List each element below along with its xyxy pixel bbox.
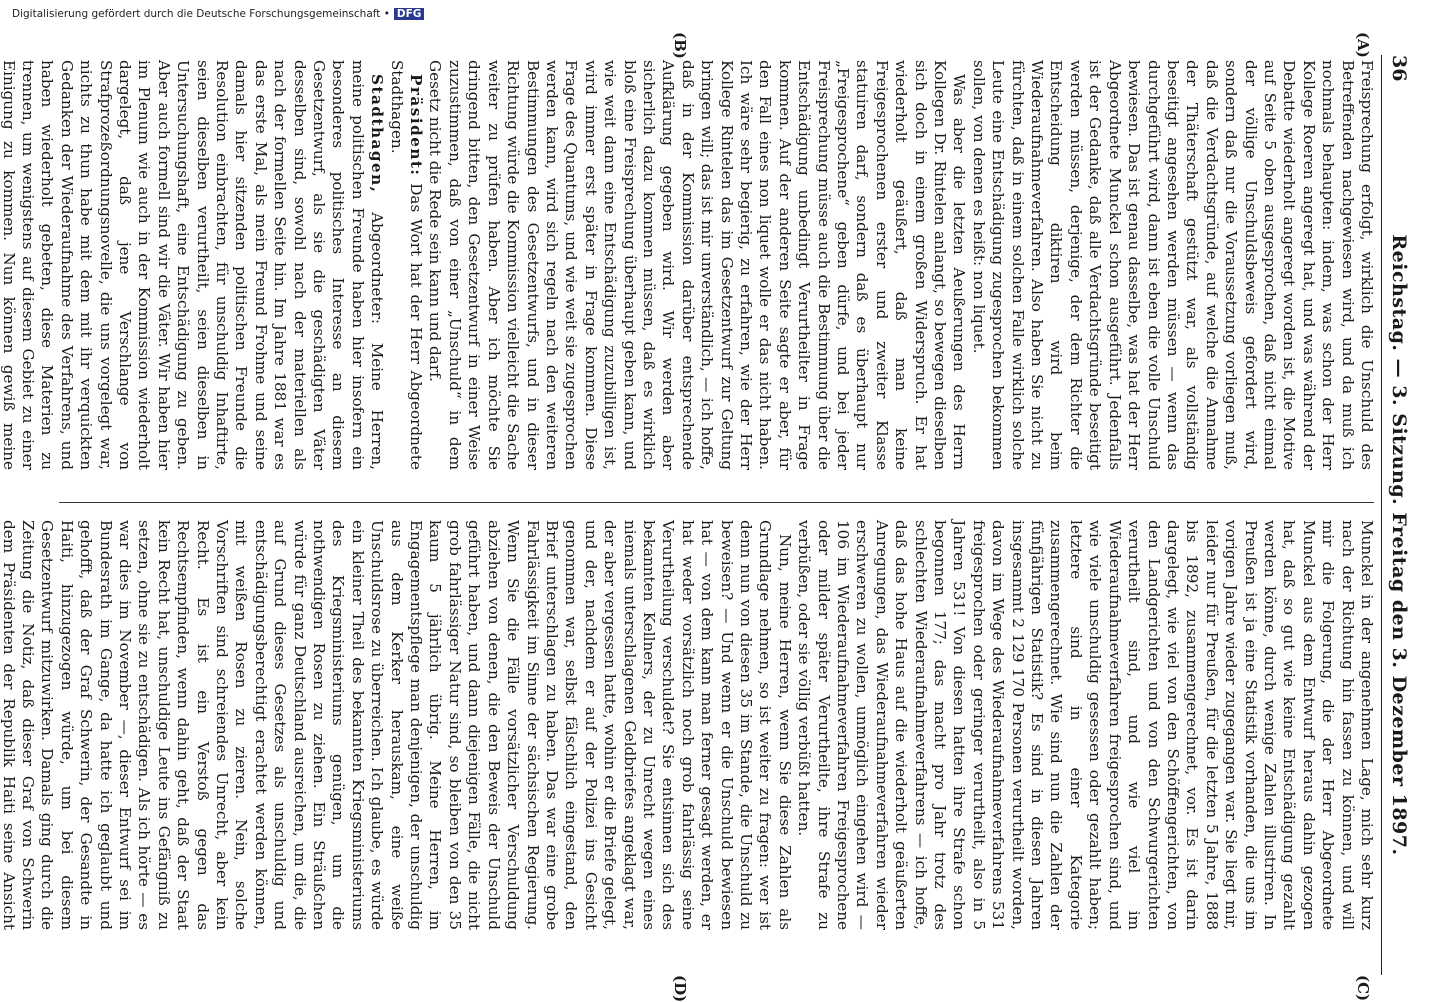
speech-text: Abgeordneter: Meine Herren, meine politischen Freunde haben hier insofern ein besonderes politisches Interesse an diesem Gesetzentwurf, als sie die geschädigten Väter desselben sind, sowohl nach der materiellen als nach der formellen Seite hin. Im Jahre 1881 war es das erste Mal, als mein Freund Frohme und seine damals hier sitzenden politischen Freunde die Resolution einbrachten, für unschuldig Inhaftirte, seien dieselben verurtheilt, seien dieselben in Untersuchungshaft, eine Entschädigung zu geben. Aber auch formell sind wir die Väter. Wir haben hier im Plenum wie auch in der Kommission wiederholt dargelegt, daß jene Verschlange von Strafprozeßordnungsnovelle, die uns vorgelegt war, nichts zu thun habe mit dem mit ihr verquickten Gedanken der Wiederaufnahme des Verfahrens, und haben wiederholt gebeten, diese Materien zu trennen, um wenigstens auf diesem Gebiet zu einer Einigung zu kommen. Nun können gewiß meine xyxy=(0,60,387,470)
speech-text: Das Wort hat der Herr Abgeordnete Stadthagen. xyxy=(387,60,426,470)
footer-text: Digitalisierung gefördert durch die Deutsche Forschungsgemeinschaft • xyxy=(12,8,390,20)
paragraph: Freisprechung erfolgt, wirklich die Unschuld des Betreffenden nachgewiesen wird, und da muß ich nochmals behaupten: indem, was schon der Herr Kollege Roeren angeregt hat, und was während der Debatte wiederholt angeregt worden ist, die Motive auf Seite 5 oben ausgesprochen, daß nicht einmal der völlige Unschuldsbeweis gefordert wird, sondern daß nur die Voraussetzung vorliegen muß, daß die Verdachtsgründe, auf welche die Annahme der Thäterschaft gestützt war, als vollständig beseitigt angesehen werden müssen — wenn das durchgeführt wird, dann ist eben die volle Unschuld bewiesen. Das ist genau dasselbe, was hat der Herr Abgeordnete Munckel schon ausgeführt. Jedenfalls ist der Gedanke, daß alle Verdachtsgründe beseitigt werden müssen, derjenige, der dem Richter die Entscheidung diktiren wird beim Wiederaufnahmeverfahren. Also haben Sie nicht zu fürchten, daß in einem solchen Falle wirklich solche Leute eine Entschädigung zugesprochen bekommen sollen, von denen es heißt: non liquet. xyxy=(969,60,1376,470)
paragraph xyxy=(386,60,425,470)
margin-mark-a: (A) xyxy=(1354,32,1372,58)
margin-mark-b: (B) xyxy=(671,32,689,59)
speaker-name: Stadthagen, xyxy=(368,74,387,194)
column-divider xyxy=(59,502,1374,503)
paragraph xyxy=(0,60,386,470)
right-column xyxy=(0,520,1376,930)
margin-mark-c: (C) xyxy=(1354,975,1372,1002)
paragraph: Nun, meine Herren, wenn Sie diese Zahlen als Grundlage nehmen, so ist weiter zu fragen: wer ist denn nun von diesen 35 im Stande, die Unschuld zu beweisen? — Und wenn er die Unschuld bewiesen hat — von dem kann man ferner gesagt werden, er hat weder vorsätzlich noch grob fahrlässig seine Verurtheilung verschuldet? Sie entsinnen sich des bekannten Kellners, der zu Unrecht wegen eines niemals unterschlagenen Geldbriefes angeklagt war, der aber vergessen hatte, wohin er die Briefe gelegt, und der, nachdem er auf der Polizei ins Gesicht genommen war, selbst fälschlich eingestand, den Brief unterschlagen zu haben. Das war eine grobe Fahrlässigkeit im Sinne der sächsischen Regierung. Wenn Sie die Fälle vorsätzlicher Verschuldung abziehen von denen, die den Beweis der Unschuld geführt haben, und dann diejenigen Fälle, die nicht grob fahrlässiger Natur sind, so bleiben von den 35 kaum 5 jährlich übrig. Meine Herren, im Engagementspflege man denjenigen, der unschuldig aus dem Kerker herauskam, eine weiße Unschuldsrose zu überreichen. Ich glaube, es würde ein kleiner Theil des bekannten Kriegsministeriums des Kriegsministeriums genügen, um die nothwendigen Rosen zu ziehen. Ein Sträußchen würde für ganz Deutschland ausreichen, um die, die auf Grund dieses Gesetzes als unschuldig und entschädigungsberechtigt erachtet werden können, mit weißen Rosen zu zieren. Nein, solche Vorschriften sind schreiendes Unrecht, aber kein Recht. Es ist ein Verstoß gegen das Rechtsempfinden, wenn dahin geht, daß der Staat kein Recht hat, unschuldige Leute ins Gefängniß zu setzen, ohne sie zu entschädigen. Als ich hörte — es war dies im November —, dieser Entwurf sei im Bundesrath im Gange, da hatte ich geglaubt und gehofft, daß der Graf Schwerin, der Gesandte in Haiti, hinzugezogen würde, um bei diesem Gesetzentwurf mitzuwirken. Damals ging durch die Zeitung die Notiz, daß dieser Graf von Schwerin dem Präsidenten der Republik Haiti seine Ansicht xyxy=(0,520,794,930)
left-column xyxy=(0,60,1376,470)
dfg-logo: DFG xyxy=(394,8,425,20)
speaker-name: Präsident: xyxy=(407,74,426,177)
paragraph: Munckel in der angenehmen Lage, mich sehr kurz nach der Richtung hin fassen zu können, und will mir die Folgerung, die der Herr Abgeordnete Munckel aus dem Entwurf heraus dahin gezogen hat, daß so gut wie keine Entschädigung gezahlt werden könne, durch wenige Zahlen illustriren. In Preußen ist ja eine Statistik vorhanden, die uns im vorigen Jahre wieder zugegangen war. Sie liegt mir, leider nur für Preußen, für die letzten 5 Jahre, 1888 bis 1892, zusammengerechnet, vor. Es ist darin dargelegt, wie viel von den Schöffengerichten, von den Landgerichten und von den Schwurgerichten verurtheilt sind, und wie viel im Wiederaufnahmeverfahren freigesprochen sind, und wie viele unschuldig gesessen oder gezahlt haben; letztere sind in einer Kategorie zusammengerechnet. Wie sind nun die Zahlen der fünfjährigen Statistik? Es sind in diesen Jahren insgesammt 2 129 170 Personen verurtheilt worden, davon im Wege des Wiederaufnahmeverfahrens 531 freigesprochen oder geringer verurtheilt, also in 5 Jahren 531! Von diesen hatten ihre Strafe schon begonnen 177; das macht pro Jahr trotz des schlechten Wiederaufnahmeverfahrens — ich hoffe, daß das hohe Haus auf die wiederholt geäußerten Anregungen, das Wiederaufnahmeverfahren wieder erschweren zu wollen, unmöglich eingehen wird — 106 im Wiederaufnahmeverfahren Freigesprochene oder milder später Verurtheilte, ihre Strafe zu verbüßen, oder sie völlig verbüßt hatten. xyxy=(795,520,1376,930)
page-header xyxy=(1381,55,1412,975)
margin-mark-d: (D) xyxy=(671,975,689,1002)
paragraph: Was aber die letzten Aeußerungen des Herrn Kollegen Dr. Rintelen anlangt, so bewegen dieselben sich doch in einem großen Widerspruch. Er hat wiederholt geäußert, daß man keine Freigesprochenen erster und zweiter Klasse statuiren darf, sondern daß es überhaupt nur „Freigesprochene“ geben dürfe, und bei jeder Freisprechung müsse auch die Bestimmung über die Entschädigung unbedingt Verurtheilter in Frage kommen. Auf der anderen Seite sagte er aber, für den Fall eines non liquet wolle er das nicht haben. Ich wäre sehr begierig, zu erfahren, wie der Herr Kollege Rintelen das im Gesetzentwurf zur Geltung bringen will; das ist mir unverständlich, — ich hoffe, daß in der Kommission darüber entsprechende Aufklärung gegeben wird. Wir werden aber sicherlich dazu kommen müssen, daß es wirklich bloß eine Freisprechung überhaupt geben kann, und wie weit dann eine Entschädigung zuzubilligen ist, wird immer erst später in Frage kommen. Diese Frage des Quantums, und wie weit sie zugesprochen werden kann, wird sich regeln nach den weiteren Bestimmungen des Gesetzentwurfs, und in dieser Richtung würde die Kommission vielleicht die Sache weiter zu prüfen haben. Aber ich möchte Sie dringend bitten, den Gesetzentwurf in einer Weise zuzustimmen, daß von einer „Unschuld“ in dem Gesetz nicht die Rede sein kann und darf. xyxy=(426,60,969,470)
page-number: 36 xyxy=(1388,55,1410,82)
page-title: Reichstag. — 3. Sitzung. Freitag den 3. Dezember 1897. xyxy=(1388,234,1410,856)
digitization-footer xyxy=(12,8,424,20)
